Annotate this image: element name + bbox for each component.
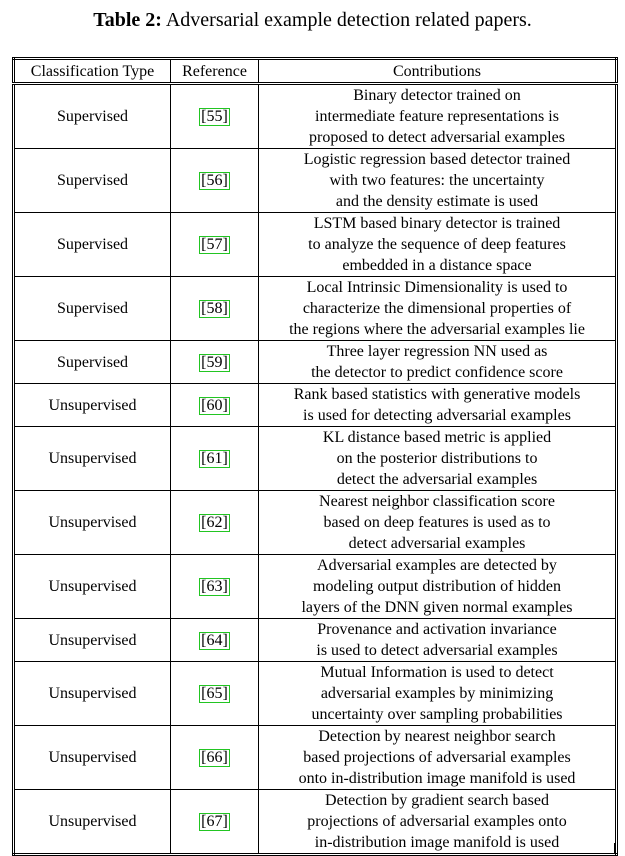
- citation-link[interactable]: [62]: [201, 514, 228, 531]
- table-continuation: [12, 843, 615, 854]
- cell-classification-type: Unsupervised: [14, 619, 171, 662]
- cell-contributions: Nearest neighbor classification score based on deep features is used as to detect adversarial examples: [259, 491, 617, 555]
- cell-contributions: Mutual Information is used to detect adversarial examples by minimizing uncertainty over sampling probabilities: [259, 662, 617, 726]
- cell-contributions: LSTM based binary detector is trained to analyze the sequence of deep features embedded in a distance space: [259, 213, 617, 277]
- table-row: [14, 213, 617, 277]
- cell-classification-type: Unsupervised: [14, 726, 171, 790]
- cell-classification-type: Unsupervised: [14, 790, 171, 855]
- citation-number: 63: [206, 578, 223, 595]
- cell-classification-type: Supervised: [14, 84, 171, 149]
- citation-number: 64: [206, 631, 223, 649]
- table-row: [14, 277, 617, 341]
- table-row: [14, 726, 617, 790]
- cell-contributions: Logistic regression based detector trained with two features: the uncertainty and the density estimate is used: [259, 149, 617, 213]
- cell-contributions: Rank based statistics with generative models is used for detecting adversarial examples: [259, 384, 617, 427]
- caption-label: Table 2:: [93, 9, 162, 31]
- cell-reference: [171, 555, 259, 619]
- cell-classification-type: Unsupervised: [14, 427, 171, 491]
- cell-classification-type: Supervised: [14, 341, 171, 384]
- citation-link[interactable]: [64]: [201, 631, 228, 649]
- table-row: [14, 149, 617, 213]
- cell-classification-type: Supervised: [14, 213, 171, 277]
- citation-number: 65: [206, 685, 223, 702]
- cell-classification-type: Unsupervised: [14, 491, 171, 555]
- cell-classification-type: Unsupervised: [14, 555, 171, 619]
- cell-reference: [171, 726, 259, 790]
- cell-reference: [171, 427, 259, 491]
- citation-link[interactable]: [55]: [201, 108, 228, 125]
- citation-number: 66: [206, 749, 223, 766]
- cell-contributions: Provenance and activation invariance is used to detect adversarial examples: [259, 619, 617, 662]
- citation-number: 67: [206, 813, 223, 830]
- cell-reference: [171, 277, 259, 341]
- table-row: [14, 555, 617, 619]
- table-row: [14, 619, 617, 662]
- table-row: [14, 341, 617, 384]
- cell-contributions: Three layer regression NN used as the detector to predict confidence score: [259, 341, 617, 384]
- citation-number: 58: [206, 300, 223, 317]
- citation-link[interactable]: [67]: [201, 813, 228, 830]
- cell-contributions: KL distance based metric is applied on the posterior distributions to detect the adversarial examples: [259, 427, 617, 491]
- cell-classification-type: Supervised: [14, 149, 171, 213]
- cell-reference: [171, 84, 259, 149]
- cell-contributions: Binary detector trained on intermediate feature representations is proposed to detect adversarial examples: [259, 84, 617, 149]
- table-row: [14, 427, 617, 491]
- header-contributions: Contributions: [259, 59, 617, 84]
- citation-number: 56: [206, 172, 223, 189]
- citation-link[interactable]: [56]: [201, 172, 228, 189]
- cell-classification-type: Unsupervised: [14, 662, 171, 726]
- table-body: [14, 84, 617, 855]
- detection-papers-table: [12, 57, 618, 856]
- citation-link[interactable]: [65]: [201, 685, 228, 702]
- cell-reference: [171, 384, 259, 427]
- caption-text: Adversarial example detection related papers.: [165, 9, 532, 31]
- table-row: [14, 84, 617, 149]
- header-reference: Reference: [171, 59, 259, 84]
- header-classification-type: Classification Type: [14, 59, 171, 84]
- citation-number: 59: [206, 353, 223, 371]
- cell-contributions: Adversarial examples are detected by modeling output distribution of hidden layers of the DNN given normal examples: [259, 555, 617, 619]
- table-row: [14, 662, 617, 726]
- citation-link[interactable]: [61]: [201, 450, 228, 467]
- cell-reference: [171, 149, 259, 213]
- cell-reference: [171, 662, 259, 726]
- citation-number: 61: [206, 450, 223, 467]
- citation-link[interactable]: [66]: [201, 749, 228, 766]
- citation-number: 60: [206, 396, 223, 414]
- citation-link[interactable]: [57]: [201, 236, 228, 253]
- citation-number: 55: [206, 108, 223, 125]
- table-row: [14, 384, 617, 427]
- table-caption: [0, 6, 625, 34]
- citation-number: 57: [206, 236, 223, 253]
- citation-link[interactable]: [58]: [201, 300, 228, 317]
- cell-contributions: Local Intrinsic Dimensionality is used to characterize the dimensional properties of the regions where the adversarial examples lie: [259, 277, 617, 341]
- cell-contributions: Detection by gradient search based projections of adversarial examples onto in-distribution image manifold is used: [259, 790, 617, 855]
- citation-link[interactable]: [59]: [201, 353, 228, 371]
- cell-reference: [171, 341, 259, 384]
- cell-classification-type: Supervised: [14, 277, 171, 341]
- table-row: [14, 491, 617, 555]
- citation-link[interactable]: [63]: [201, 578, 228, 595]
- citation-link[interactable]: [60]: [201, 396, 228, 414]
- cell-reference: [171, 213, 259, 277]
- citation-number: 62: [206, 514, 223, 531]
- header-row: [14, 59, 617, 84]
- cell-reference: [171, 619, 259, 662]
- cell-contributions: Detection by nearest neighbor search based projections of adversarial examples onto in-distribution image manifold is used: [259, 726, 617, 790]
- cell-reference: [171, 491, 259, 555]
- cell-classification-type: Unsupervised: [14, 384, 171, 427]
